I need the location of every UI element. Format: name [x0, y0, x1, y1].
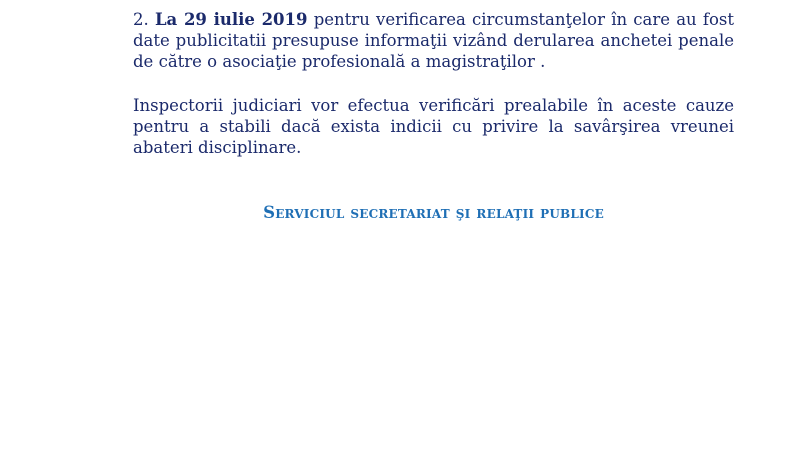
paragraph-inspectors	[133, 95, 734, 158]
paragraph-item-2	[133, 9, 734, 72]
department-signature: Serviciul secretariat şi relaţii publice	[263, 203, 604, 222]
paragraph-text: pentru verificarea circumstanţelor în care au fost date publicitatii presupuse informaţii vizând derularea anchetei penale de către o asociaţie profesională a magistraţilor .	[133, 10, 735, 71]
paragraph-number: 2.	[133, 10, 149, 29]
paragraph-date: La 29 iulie 2019	[154, 10, 308, 29]
paragraph-inspectors-text: Inspectorii judiciari vor efectua verificări prealabile în aceste cauze pentru a stabili dacă exista indicii cu privire la savârşirea vreunei abateri disciplinare.	[133, 96, 734, 157]
